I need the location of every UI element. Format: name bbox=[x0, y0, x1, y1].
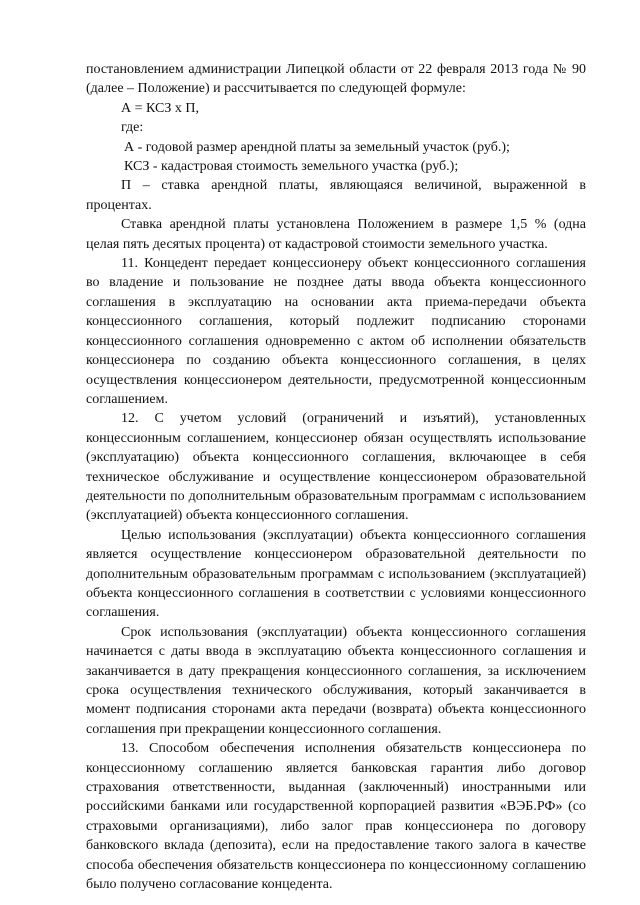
definition-a: А - годовой размер арендной платы за земельный участок (руб.); bbox=[124, 139, 510, 155]
paragraph-11: 11. Концедент передает концессионеру объект концессионного соглашения во владение и пользование не позднее даты ввода объекта концессионного соглашения в эксплуатацию на основании акта приема-передачи объекта концессионного соглашения, который подлежит подписанию сторонами концессионного соглашения одновременно с актом об исполнении обязательств концессионера по созданию объекта концессионного соглашения, в целях осуществления концессионером деятельности, предусмотренной концессионным соглашением. bbox=[86, 256, 586, 407]
paragraph-goal: Целью использования (эксплуатации) объекта концессионного соглашения является осуществление концессионером образовательной деятельности по дополнительным образовательным программам с использованием (эксплуатацией) объекта концессионного соглашения в соответствии с условиями концессионного соглашения. bbox=[86, 527, 586, 621]
definition-ksz: КСЗ - кадастровая стоимость земельного участка (руб.); bbox=[124, 159, 459, 175]
formula: А = КСЗ х П, bbox=[121, 100, 199, 116]
paragraph-intro: постановлением администрации Липецкой области от 22 февраля 2013 года № 90 (далее – Положение) и рассчитывается по следующей формуле: bbox=[86, 62, 586, 97]
paragraph-term: Срок использования (эксплуатации) объекта концессионного соглашения начинается с даты ввода в эксплуатацию объекта концессионного соглашения и заканчивается в дату прекращения концессионного соглашения, за исключением срока осуществления технического обслуживания, который заканчивается в момент подписания сторонами акта передачи (возврата) объекта концессионного соглашения при прекращении концессионного соглашения. bbox=[86, 624, 586, 737]
formula-where: где: bbox=[121, 120, 144, 136]
paragraph-12: 12. С учетом условий (ограничений и изъятий), установленных концессионным соглашением, концессионер обязан осуществлять использование (эксплуатацию) объекта концессионного соглашения, включающее в себя техническое обслуживание и осуществление концессионером образовательной деятельности по дополнительным образовательным программам с использованием (эксплуатацией) объекта концессионного соглашения. bbox=[86, 411, 586, 524]
paragraph-rate: Ставка арендной платы установлена Положением в размере 1,5 % (одна целая пять десятых процента) от кадастровой стоимости земельного участка. bbox=[86, 217, 586, 252]
definition-p: П – ставка арендной платы, являющаяся величиной, выраженной в процентах. bbox=[86, 178, 586, 213]
paragraph-13: 13. Способом обеспечения исполнения обязательств концессионера по концессионному соглашению является банковская гарантия либо договор страхования ответственности, выданная (заключенный) иностранными или российскими банками или государственной корпорацией развития «ВЭБ.РФ» (со страховыми организациями), либо залог прав концессионера по договору банковского вклада (депозита), если на предоставление такого залога в качестве способа обеспечения обязательств концессионера по концессионному соглашению было получено согласование концедента. bbox=[86, 741, 586, 893]
document-body bbox=[86, 60, 586, 894]
